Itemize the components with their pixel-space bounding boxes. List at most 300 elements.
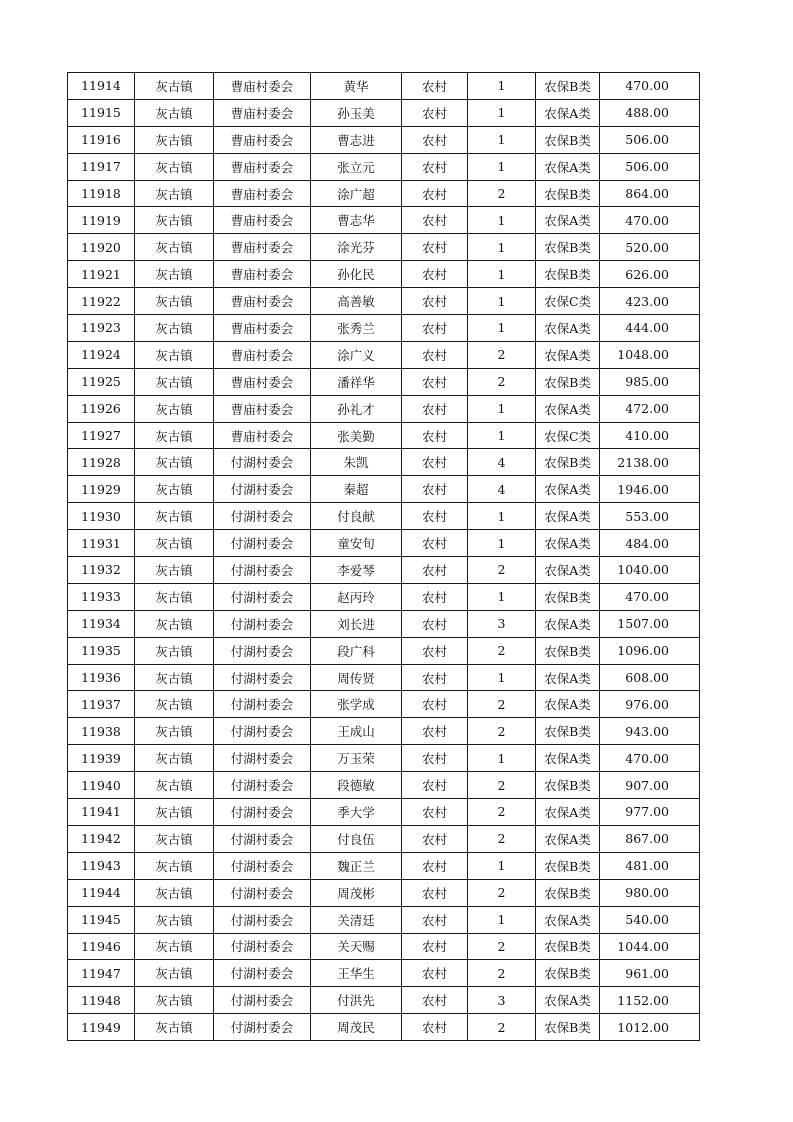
table-row	[68, 180, 700, 207]
amount-cell: 540.00	[600, 906, 700, 933]
member-count-cell: 1	[468, 261, 536, 288]
name-cell: 张秀兰	[311, 315, 402, 342]
name-cell: 付良献	[311, 503, 402, 530]
amount-cell: 506.00	[600, 126, 700, 153]
town-cell: 灰古镇	[135, 772, 214, 799]
serial-number-cell: 11914	[68, 73, 135, 100]
name-cell: 段德敏	[311, 772, 402, 799]
village-committee-cell: 付湖村委会	[214, 772, 311, 799]
serial-number-cell: 11948	[68, 987, 135, 1014]
household-type-cell: 农村	[402, 368, 468, 395]
name-cell: 孙化民	[311, 261, 402, 288]
member-count-cell: 2	[468, 341, 536, 368]
member-count-cell: 1	[468, 288, 536, 315]
town-cell: 灰古镇	[135, 987, 214, 1014]
household-type-cell: 农村	[402, 664, 468, 691]
serial-number-cell: 11942	[68, 825, 135, 852]
insurance-category-cell: 农保B类	[536, 852, 600, 879]
serial-number-cell: 11940	[68, 772, 135, 799]
insurance-category-cell: 农保A类	[536, 825, 600, 852]
name-cell: 付良伍	[311, 825, 402, 852]
household-type-cell: 农村	[402, 852, 468, 879]
name-cell: 黄华	[311, 73, 402, 100]
town-cell: 灰古镇	[135, 691, 214, 718]
amount-cell: 470.00	[600, 583, 700, 610]
household-type-cell: 农村	[402, 906, 468, 933]
village-committee-cell: 曹庙村委会	[214, 341, 311, 368]
name-cell: 涂光芬	[311, 234, 402, 261]
village-committee-cell: 付湖村委会	[214, 718, 311, 745]
name-cell: 朱凯	[311, 449, 402, 476]
amount-cell: 1044.00	[600, 933, 700, 960]
village-committee-cell: 曹庙村委会	[214, 395, 311, 422]
household-type-cell: 农村	[402, 530, 468, 557]
serial-number-cell: 11939	[68, 745, 135, 772]
serial-number-cell: 11927	[68, 422, 135, 449]
village-committee-cell: 付湖村委会	[214, 583, 311, 610]
table-row	[68, 422, 700, 449]
insurance-category-cell: 农保B类	[536, 368, 600, 395]
table-row	[68, 341, 700, 368]
member-count-cell: 2	[468, 1014, 536, 1041]
table-row	[68, 530, 700, 557]
town-cell: 灰古镇	[135, 799, 214, 826]
name-cell: 万玉荣	[311, 745, 402, 772]
member-count-cell: 2	[468, 799, 536, 826]
name-cell: 关天赐	[311, 933, 402, 960]
insurance-category-cell: 农保A类	[536, 799, 600, 826]
amount-cell: 470.00	[600, 73, 700, 100]
table-row	[68, 73, 700, 100]
household-type-cell: 农村	[402, 341, 468, 368]
village-committee-cell: 曹庙村委会	[214, 288, 311, 315]
serial-number-cell: 11944	[68, 879, 135, 906]
insurance-category-cell: 农保A类	[536, 341, 600, 368]
insurance-category-cell: 农保A类	[536, 207, 600, 234]
village-committee-cell: 付湖村委会	[214, 987, 311, 1014]
insurance-category-cell: 农保A类	[536, 557, 600, 584]
member-count-cell: 1	[468, 745, 536, 772]
household-type-cell: 农村	[402, 718, 468, 745]
village-committee-cell: 付湖村委会	[214, 906, 311, 933]
town-cell: 灰古镇	[135, 395, 214, 422]
serial-number-cell: 11932	[68, 557, 135, 584]
amount-cell: 976.00	[600, 691, 700, 718]
serial-number-cell: 11936	[68, 664, 135, 691]
serial-number-cell: 11921	[68, 261, 135, 288]
member-count-cell: 2	[468, 933, 536, 960]
table-body	[68, 73, 700, 1041]
town-cell: 灰古镇	[135, 664, 214, 691]
town-cell: 灰古镇	[135, 422, 214, 449]
town-cell: 灰古镇	[135, 180, 214, 207]
village-committee-cell: 付湖村委会	[214, 691, 311, 718]
table-row	[68, 879, 700, 906]
household-type-cell: 农村	[402, 879, 468, 906]
town-cell: 灰古镇	[135, 530, 214, 557]
insurance-category-cell: 农保A类	[536, 395, 600, 422]
insurance-category-cell: 农保B类	[536, 126, 600, 153]
village-committee-cell: 曹庙村委会	[214, 99, 311, 126]
amount-cell: 864.00	[600, 180, 700, 207]
amount-cell: 423.00	[600, 288, 700, 315]
town-cell: 灰古镇	[135, 852, 214, 879]
amount-cell: 484.00	[600, 530, 700, 557]
member-count-cell: 1	[468, 906, 536, 933]
serial-number-cell: 11945	[68, 906, 135, 933]
insurance-category-cell: 农保B类	[536, 718, 600, 745]
town-cell: 灰古镇	[135, 906, 214, 933]
member-count-cell: 3	[468, 987, 536, 1014]
member-count-cell: 1	[468, 852, 536, 879]
insurance-category-cell: 农保B类	[536, 933, 600, 960]
name-cell: 段广科	[311, 637, 402, 664]
amount-cell: 1152.00	[600, 987, 700, 1014]
name-cell: 潘祥华	[311, 368, 402, 395]
table-row	[68, 637, 700, 664]
name-cell: 刘长进	[311, 610, 402, 637]
village-committee-cell: 曹庙村委会	[214, 207, 311, 234]
town-cell: 灰古镇	[135, 610, 214, 637]
village-committee-cell: 曹庙村委会	[214, 153, 311, 180]
household-type-cell: 农村	[402, 637, 468, 664]
household-type-cell: 农村	[402, 960, 468, 987]
table-row	[68, 503, 700, 530]
village-committee-cell: 付湖村委会	[214, 476, 311, 503]
member-count-cell: 1	[468, 207, 536, 234]
table-row	[68, 126, 700, 153]
household-type-cell: 农村	[402, 315, 468, 342]
amount-cell: 977.00	[600, 799, 700, 826]
household-type-cell: 农村	[402, 557, 468, 584]
village-committee-cell: 曹庙村委会	[214, 180, 311, 207]
town-cell: 灰古镇	[135, 207, 214, 234]
name-cell: 李爱琴	[311, 557, 402, 584]
insurance-category-cell: 农保A类	[536, 503, 600, 530]
table-row	[68, 476, 700, 503]
town-cell: 灰古镇	[135, 153, 214, 180]
village-committee-cell: 曹庙村委会	[214, 73, 311, 100]
table-row	[68, 799, 700, 826]
member-count-cell: 2	[468, 960, 536, 987]
member-count-cell: 1	[468, 315, 536, 342]
member-count-cell: 2	[468, 691, 536, 718]
table-row	[68, 610, 700, 637]
insurance-category-cell: 农保C类	[536, 288, 600, 315]
member-count-cell: 1	[468, 395, 536, 422]
village-committee-cell: 付湖村委会	[214, 503, 311, 530]
serial-number-cell: 11918	[68, 180, 135, 207]
town-cell: 灰古镇	[135, 288, 214, 315]
serial-number-cell: 11941	[68, 799, 135, 826]
member-count-cell: 2	[468, 718, 536, 745]
household-type-cell: 农村	[402, 476, 468, 503]
member-count-cell: 1	[468, 73, 536, 100]
table-row	[68, 960, 700, 987]
insurance-category-cell: 农保B类	[536, 449, 600, 476]
town-cell: 灰古镇	[135, 261, 214, 288]
village-committee-cell: 曹庙村委会	[214, 234, 311, 261]
amount-cell: 488.00	[600, 99, 700, 126]
insurance-category-cell: 农保A类	[536, 691, 600, 718]
name-cell: 王华生	[311, 960, 402, 987]
member-count-cell: 1	[468, 530, 536, 557]
insurance-category-cell: 农保B类	[536, 960, 600, 987]
table-row	[68, 987, 700, 1014]
serial-number-cell: 11926	[68, 395, 135, 422]
household-type-cell: 农村	[402, 261, 468, 288]
member-count-cell: 2	[468, 180, 536, 207]
village-committee-cell: 曹庙村委会	[214, 126, 311, 153]
amount-cell: 506.00	[600, 153, 700, 180]
town-cell: 灰古镇	[135, 933, 214, 960]
member-count-cell: 2	[468, 368, 536, 395]
insurance-category-cell: 农保B类	[536, 180, 600, 207]
table-row	[68, 261, 700, 288]
amount-cell: 943.00	[600, 718, 700, 745]
amount-cell: 985.00	[600, 368, 700, 395]
name-cell: 涂广义	[311, 341, 402, 368]
insurance-category-cell: 农保B类	[536, 637, 600, 664]
village-committee-cell: 付湖村委会	[214, 879, 311, 906]
serial-number-cell: 11929	[68, 476, 135, 503]
household-type-cell: 农村	[402, 126, 468, 153]
serial-number-cell: 11916	[68, 126, 135, 153]
serial-number-cell: 11920	[68, 234, 135, 261]
insurance-category-cell: 农保B类	[536, 772, 600, 799]
table-row	[68, 852, 700, 879]
town-cell: 灰古镇	[135, 341, 214, 368]
member-count-cell: 1	[468, 99, 536, 126]
amount-cell: 1096.00	[600, 637, 700, 664]
serial-number-cell: 11938	[68, 718, 135, 745]
household-type-cell: 农村	[402, 503, 468, 530]
table-row	[68, 207, 700, 234]
name-cell: 张学成	[311, 691, 402, 718]
town-cell: 灰古镇	[135, 449, 214, 476]
table-row	[68, 906, 700, 933]
table-row	[68, 664, 700, 691]
household-type-cell: 农村	[402, 288, 468, 315]
insurance-category-cell: 农保A类	[536, 906, 600, 933]
village-committee-cell: 付湖村委会	[214, 637, 311, 664]
town-cell: 灰古镇	[135, 960, 214, 987]
village-committee-cell: 付湖村委会	[214, 960, 311, 987]
subsidy-table	[67, 72, 700, 1041]
household-type-cell: 农村	[402, 1014, 468, 1041]
table-row	[68, 99, 700, 126]
insurance-category-cell: 农保A类	[536, 99, 600, 126]
insurance-category-cell: 农保B类	[536, 261, 600, 288]
amount-cell: 1048.00	[600, 341, 700, 368]
serial-number-cell: 11915	[68, 99, 135, 126]
member-count-cell: 2	[468, 825, 536, 852]
serial-number-cell: 11924	[68, 341, 135, 368]
name-cell: 涂广超	[311, 180, 402, 207]
insurance-category-cell: 农保B类	[536, 234, 600, 261]
serial-number-cell: 11946	[68, 933, 135, 960]
member-count-cell: 4	[468, 476, 536, 503]
name-cell: 季大学	[311, 799, 402, 826]
table-row	[68, 718, 700, 745]
table-row	[68, 395, 700, 422]
serial-number-cell: 11923	[68, 315, 135, 342]
village-committee-cell: 曹庙村委会	[214, 261, 311, 288]
insurance-category-cell: 农保A类	[536, 987, 600, 1014]
member-count-cell: 1	[468, 583, 536, 610]
name-cell: 孙玉美	[311, 99, 402, 126]
village-committee-cell: 付湖村委会	[214, 933, 311, 960]
town-cell: 灰古镇	[135, 99, 214, 126]
name-cell: 张美勤	[311, 422, 402, 449]
household-type-cell: 农村	[402, 99, 468, 126]
name-cell: 孙礼才	[311, 395, 402, 422]
table-row	[68, 933, 700, 960]
amount-cell: 1507.00	[600, 610, 700, 637]
village-committee-cell: 曹庙村委会	[214, 422, 311, 449]
serial-number-cell: 11925	[68, 368, 135, 395]
household-type-cell: 农村	[402, 772, 468, 799]
amount-cell: 553.00	[600, 503, 700, 530]
village-committee-cell: 付湖村委会	[214, 745, 311, 772]
table-row	[68, 234, 700, 261]
member-count-cell: 1	[468, 126, 536, 153]
insurance-category-cell: 农保A类	[536, 476, 600, 503]
name-cell: 王成山	[311, 718, 402, 745]
name-cell: 周传贤	[311, 664, 402, 691]
amount-cell: 2138.00	[600, 449, 700, 476]
table-row	[68, 557, 700, 584]
table-row	[68, 691, 700, 718]
name-cell: 曹志华	[311, 207, 402, 234]
amount-cell: 1040.00	[600, 557, 700, 584]
amount-cell: 980.00	[600, 879, 700, 906]
member-count-cell: 2	[468, 772, 536, 799]
village-committee-cell: 付湖村委会	[214, 530, 311, 557]
table-row	[68, 825, 700, 852]
name-cell: 曹志进	[311, 126, 402, 153]
town-cell: 灰古镇	[135, 368, 214, 395]
serial-number-cell: 11935	[68, 637, 135, 664]
table-row	[68, 1014, 700, 1041]
insurance-category-cell: 农保C类	[536, 422, 600, 449]
insurance-category-cell: 农保B类	[536, 1014, 600, 1041]
serial-number-cell: 11933	[68, 583, 135, 610]
household-type-cell: 农村	[402, 987, 468, 1014]
name-cell: 付洪先	[311, 987, 402, 1014]
household-type-cell: 农村	[402, 825, 468, 852]
member-count-cell: 4	[468, 449, 536, 476]
name-cell: 童安旬	[311, 530, 402, 557]
household-type-cell: 农村	[402, 583, 468, 610]
household-type-cell: 农村	[402, 691, 468, 718]
serial-number-cell: 11930	[68, 503, 135, 530]
amount-cell: 444.00	[600, 315, 700, 342]
insurance-category-cell: 农保A类	[536, 153, 600, 180]
amount-cell: 520.00	[600, 234, 700, 261]
town-cell: 灰古镇	[135, 126, 214, 153]
town-cell: 灰古镇	[135, 234, 214, 261]
serial-number-cell: 11943	[68, 852, 135, 879]
insurance-category-cell: 农保B类	[536, 73, 600, 100]
insurance-category-cell: 农保A类	[536, 530, 600, 557]
serial-number-cell: 11919	[68, 207, 135, 234]
insurance-category-cell: 农保A类	[536, 664, 600, 691]
serial-number-cell: 11922	[68, 288, 135, 315]
member-count-cell: 1	[468, 664, 536, 691]
town-cell: 灰古镇	[135, 718, 214, 745]
insurance-category-cell: 农保B类	[536, 583, 600, 610]
table-row	[68, 449, 700, 476]
town-cell: 灰古镇	[135, 503, 214, 530]
town-cell: 灰古镇	[135, 637, 214, 664]
insurance-category-cell: 农保A类	[536, 610, 600, 637]
amount-cell: 470.00	[600, 745, 700, 772]
village-committee-cell: 付湖村委会	[214, 449, 311, 476]
table-row	[68, 288, 700, 315]
member-count-cell: 2	[468, 879, 536, 906]
name-cell: 魏正兰	[311, 852, 402, 879]
table-row	[68, 745, 700, 772]
household-type-cell: 农村	[402, 395, 468, 422]
household-type-cell: 农村	[402, 153, 468, 180]
serial-number-cell: 11928	[68, 449, 135, 476]
town-cell: 灰古镇	[135, 315, 214, 342]
village-committee-cell: 付湖村委会	[214, 825, 311, 852]
name-cell: 关清廷	[311, 906, 402, 933]
name-cell: 张立元	[311, 153, 402, 180]
serial-number-cell: 11934	[68, 610, 135, 637]
member-count-cell: 2	[468, 557, 536, 584]
town-cell: 灰古镇	[135, 583, 214, 610]
town-cell: 灰古镇	[135, 1014, 214, 1041]
household-type-cell: 农村	[402, 234, 468, 261]
name-cell: 周茂彬	[311, 879, 402, 906]
household-type-cell: 农村	[402, 933, 468, 960]
member-count-cell: 3	[468, 610, 536, 637]
table-row	[68, 583, 700, 610]
name-cell: 高善敏	[311, 288, 402, 315]
serial-number-cell: 11937	[68, 691, 135, 718]
town-cell: 灰古镇	[135, 745, 214, 772]
amount-cell: 961.00	[600, 960, 700, 987]
serial-number-cell: 11947	[68, 960, 135, 987]
insurance-category-cell: 农保B类	[536, 879, 600, 906]
member-count-cell: 1	[468, 153, 536, 180]
town-cell: 灰古镇	[135, 879, 214, 906]
household-type-cell: 农村	[402, 207, 468, 234]
serial-number-cell: 11917	[68, 153, 135, 180]
village-committee-cell: 付湖村委会	[214, 557, 311, 584]
town-cell: 灰古镇	[135, 557, 214, 584]
member-count-cell: 1	[468, 422, 536, 449]
table-row	[68, 153, 700, 180]
member-count-cell: 1	[468, 503, 536, 530]
serial-number-cell: 11949	[68, 1014, 135, 1041]
amount-cell: 1946.00	[600, 476, 700, 503]
village-committee-cell: 付湖村委会	[214, 852, 311, 879]
household-type-cell: 农村	[402, 799, 468, 826]
village-committee-cell: 曹庙村委会	[214, 368, 311, 395]
table-row	[68, 368, 700, 395]
amount-cell: 470.00	[600, 207, 700, 234]
amount-cell: 867.00	[600, 825, 700, 852]
town-cell: 灰古镇	[135, 73, 214, 100]
village-committee-cell: 曹庙村委会	[214, 315, 311, 342]
household-type-cell: 农村	[402, 745, 468, 772]
village-committee-cell: 付湖村委会	[214, 799, 311, 826]
amount-cell: 472.00	[600, 395, 700, 422]
